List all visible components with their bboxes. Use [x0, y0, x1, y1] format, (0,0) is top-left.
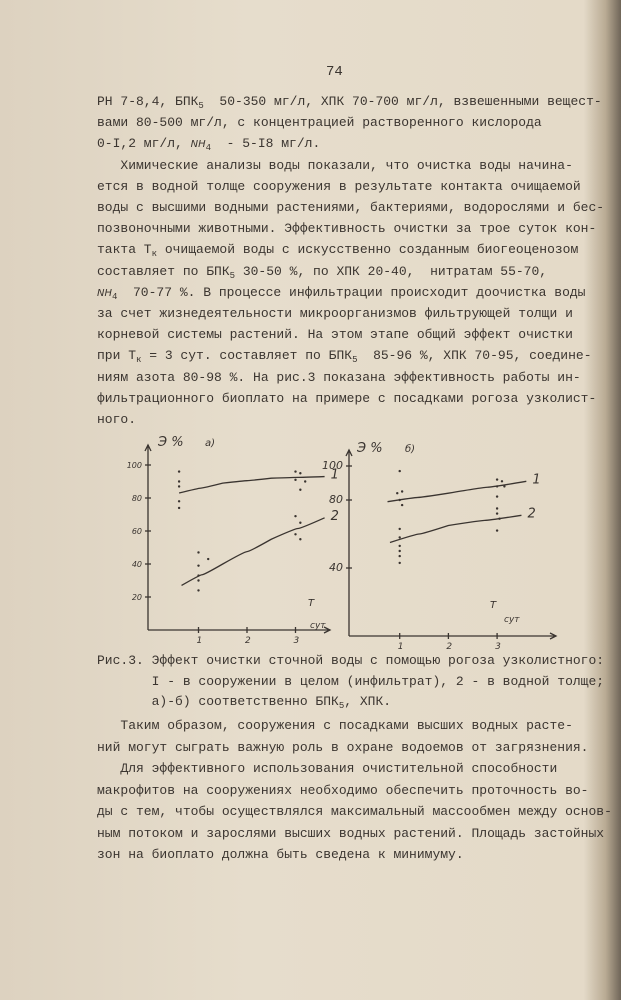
x-tick-label: 2: [446, 642, 453, 652]
chart-b: [322, 441, 556, 652]
subscript: к: [136, 355, 142, 366]
data-point: [399, 470, 401, 472]
data-point: [399, 550, 401, 552]
data-point: [396, 492, 398, 494]
data-point: [178, 507, 180, 509]
text-segment: Рис.3. Эффект очистки сточной воды с помощью рогоза узколистного:: [97, 653, 605, 668]
data-point: [501, 480, 503, 482]
text-segment: такта Т: [97, 242, 152, 258]
text-segment: 70-77 %. В процессе инфильтрации происходит доочистка воды: [117, 284, 586, 300]
data-point: [399, 536, 401, 538]
x-axis-unit: сут: [504, 615, 520, 625]
data-point: [399, 499, 401, 501]
data-point: [304, 480, 306, 482]
page-number: 74: [326, 64, 343, 80]
text-segment: ным потоком и зарослями высших водных растений. Площадь застойных: [97, 825, 605, 841]
x-axis-label: Т: [308, 598, 315, 609]
data-point: [294, 515, 296, 517]
subscript: 5: [352, 355, 358, 366]
text-segment: Для эффективного использования очистительной способности: [97, 761, 558, 776]
data-point: [399, 528, 401, 530]
data-point: [401, 504, 403, 506]
chart-a: [127, 435, 339, 646]
y-tick-label: 80: [329, 493, 343, 506]
data-point: [207, 558, 209, 560]
data-point: [399, 555, 401, 557]
text-segment: макрофитов на сооружениях необходимо обеспечить проточность во-: [97, 782, 589, 798]
data-point: [399, 545, 401, 547]
y-tick-label: 80: [131, 494, 142, 503]
series-2-curve: [182, 518, 325, 586]
text-segment: 50-350 мг/л, ХПК 70-700 мг/л, взвешенными вещест-: [203, 94, 602, 109]
text-segment: а)-б) соответственно БПК: [97, 694, 339, 709]
data-point: [197, 551, 199, 553]
data-point: [503, 485, 505, 487]
subscript: 4: [112, 291, 118, 302]
panel-label: б): [405, 444, 416, 455]
text-segment: Таким образом, сооружения с посадками высших водных расте-: [97, 718, 573, 733]
data-point: [496, 512, 498, 514]
y-tick-label: 100: [126, 461, 142, 470]
data-point: [178, 500, 180, 502]
series-1-curve: [179, 477, 325, 494]
text-segment: составляет по БПК: [97, 263, 230, 279]
data-point: [197, 564, 199, 566]
data-point: [294, 533, 296, 535]
x-axis-label: Т: [490, 600, 497, 611]
subscript: 4: [205, 143, 212, 154]
data-point: [178, 470, 180, 472]
y-tick-label: 40: [131, 560, 142, 569]
y-tick-label: 60: [131, 527, 142, 536]
text-segment: ется в водной толще сооружения в результате контакта очищаемой: [97, 178, 581, 194]
text-segment: I - в сооружении в целом (инфильтрат), 2 - в водной толще;: [97, 673, 605, 689]
text-segment: корневой системы растений. На этом этапе общий эффект очистки: [97, 327, 573, 343]
data-point: [496, 507, 498, 509]
subscript: 5: [338, 701, 345, 711]
text-segment: NH: [190, 139, 206, 151]
data-point: [496, 485, 498, 487]
series-1-curve: [388, 481, 527, 501]
data-point: [178, 485, 180, 487]
x-tick-label: 1: [196, 636, 203, 646]
data-point: [399, 562, 401, 564]
text-segment: ного.: [97, 412, 137, 427]
text-segment: при Т: [97, 348, 137, 364]
data-point: [178, 480, 180, 482]
y-axis-label: Э %: [158, 435, 184, 450]
data-point: [299, 522, 301, 524]
subscript: 5: [229, 270, 236, 281]
y-tick-label: 20: [131, 593, 142, 602]
y-axis-label: Э %: [357, 441, 383, 456]
data-point: [299, 538, 301, 540]
y-tick-label: 100: [322, 459, 343, 472]
text-segment: РН 7-8,4, БПК: [97, 94, 199, 109]
text-segment: Химические анализы воды показали, что очистка воды начина-: [97, 157, 573, 173]
y-tick-label: 40: [329, 561, 343, 574]
text-segment: ды с тем, чтобы осуществлялся максимальный массообмен между основ-: [97, 804, 612, 819]
x-tick-label: 2: [245, 636, 251, 646]
text-segment: 30-50 %, по ХПК 20-40, нитратам 55-70,: [235, 263, 548, 279]
x-axis-unit: сут: [310, 621, 326, 631]
data-point: [197, 589, 199, 591]
data-point: [496, 478, 498, 480]
data-point: [299, 489, 301, 491]
data-point: [197, 574, 199, 576]
series-label: 1: [532, 472, 541, 488]
subscript: 5: [198, 101, 204, 111]
series-label: 2: [330, 508, 339, 524]
x-tick-label: 1: [397, 642, 404, 652]
data-point: [294, 470, 296, 472]
x-tick-label: 3: [293, 636, 300, 646]
series-label: 2: [527, 506, 536, 522]
text-segment: - 5-I8 мг/л.: [211, 136, 321, 152]
data-point: [401, 490, 403, 492]
text-segment: воды с высшими водными растениями, бактериями, водорослями и бес-: [97, 200, 605, 215]
text-segment: за счет жизнедеятельности микроорганизмов фильтрующей толщи и: [97, 306, 573, 321]
text-segment: очищаемой воды с искусственно созданным биогеоценозом: [157, 242, 579, 258]
text-segment: 85-96 %, ХПК 70-95, соедине-: [357, 348, 592, 364]
data-point: [496, 495, 498, 497]
data-point: [496, 529, 498, 531]
text-segment: фильтрационного биоплато на примере с посадками рогоза узколист-: [97, 390, 597, 406]
text-segment: вами 80-500 мг/л, с концентрацией растворенного кислорода: [97, 115, 542, 131]
data-point: [294, 479, 296, 481]
text-segment: NH: [97, 287, 112, 299]
subscript: к: [151, 249, 158, 260]
series-2-curve: [390, 515, 521, 542]
text-segment: 0-I,2 мг/л,: [97, 136, 191, 152]
text-segment: , ХПК.: [344, 694, 392, 709]
series-label: 1: [330, 467, 339, 483]
text-segment: = 3 сут. составляет по БПК: [141, 348, 353, 364]
text-segment: ниям азота 80-98 %. На рис.3 показана эффективность работы ин-: [97, 369, 581, 385]
text-segment: позвоночными животными. Эффективность очистки за трое суток кон-: [97, 221, 597, 237]
data-point: [498, 518, 500, 520]
data-point: [299, 472, 301, 474]
text-segment: зон на биоплато должна быть сведена к минимуму.: [97, 847, 464, 862]
data-point: [197, 579, 199, 581]
panel-label: а): [205, 438, 216, 449]
x-tick-label: 3: [495, 642, 501, 652]
text-segment: ний могут сыграть важную роль в охране водоемов от загрязнения.: [97, 739, 589, 755]
